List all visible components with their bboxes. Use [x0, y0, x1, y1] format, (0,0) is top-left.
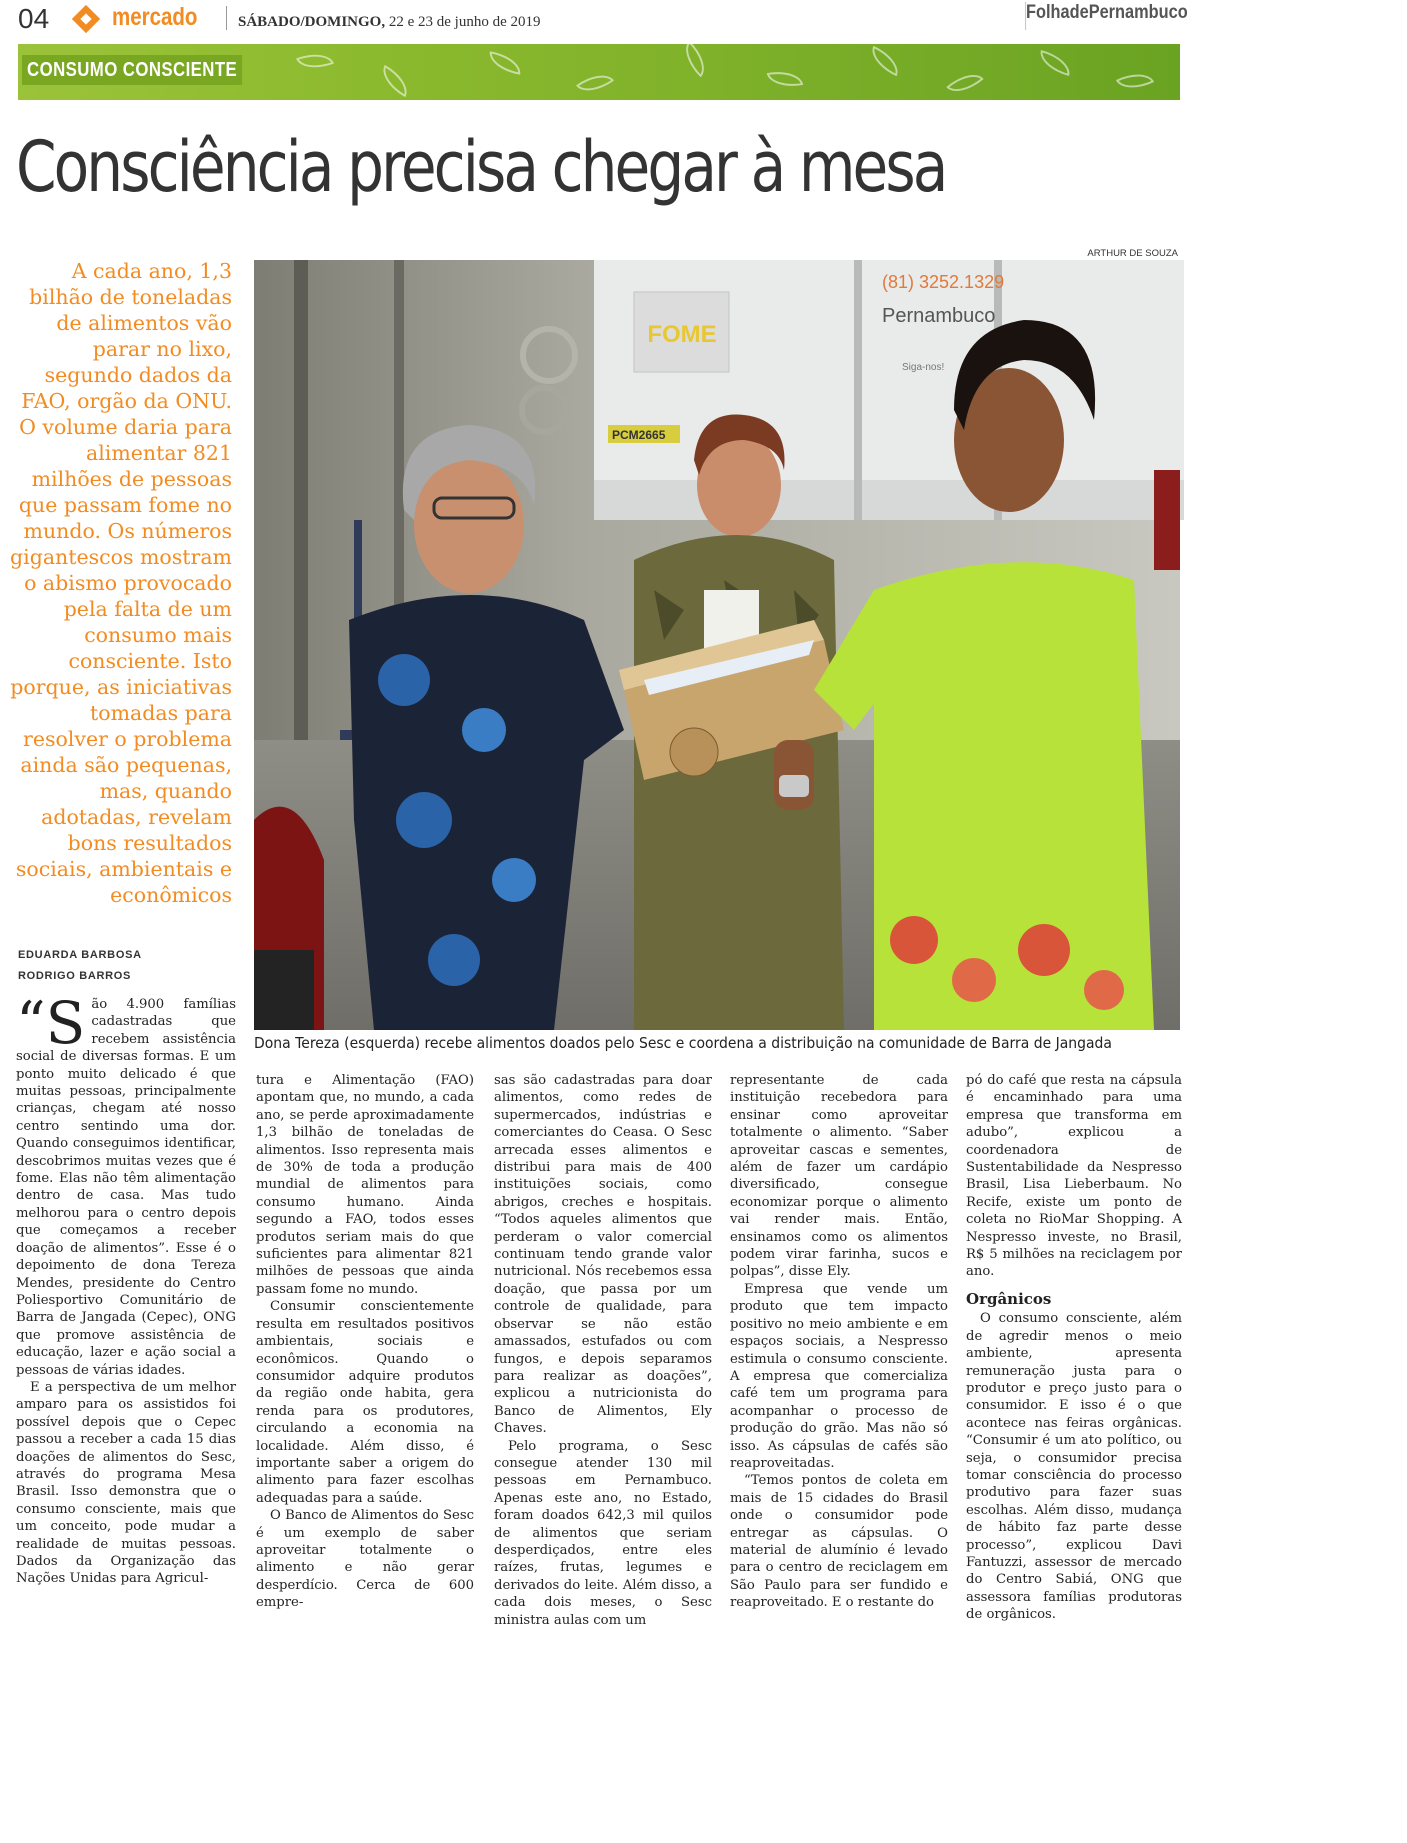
- body-paragraph: E a perspectiva de um melhor amparo para os assistidos foi possível depois que o Cepec passou a receber a cada 15 dias doações de alimentos do Sesc, através do programa Mesa Brasil. Isso demonstra que o consumo consciente, mais que um conceito, pode mudar a realidade de muitas pessoas. Dados da Organização das Nações Unidas para Agricul-: [16, 1379, 236, 1587]
- section-name: mercado: [112, 3, 198, 31]
- truck-plate-text: PCM2665: [612, 428, 666, 442]
- article-photo: [254, 260, 1180, 1030]
- body-paragraph: tura e Alimentação (FAO) apontam que, no mundo, a cada ano, se perde aproximadamente 1,3 bilhão de toneladas de alimentos. Isso representa mais de 30% de toda a produção mundial de alimentos para consumo humano. Ainda segundo a FAO, todos esses produtos seriam mais do que suficientes para alimentar 821 milhões de pessoas que ainda passam fome no mundo.: [256, 1073, 474, 1297]
- author-name: EDUARDA BARBOSA: [18, 949, 142, 961]
- body-column-4: [730, 1072, 948, 1611]
- leaf-icon: [767, 67, 804, 91]
- leaf-icon: [296, 47, 334, 76]
- body-column-5: [966, 1072, 1182, 1623]
- body-paragraph: sas são cadastradas para doar alimentos, como redes de supermercados, indústrias e comerciantes do Ceasa. O Sesc arrecada esses alimentos e distribui para mais de 400 instituições sociais, como abrigos, creches e hospitais. “Todos aqueles alimentos que perderam o valor comercial continuam tendo grande valor nutricional. Nós recebemos essa doação, que passa por um controle de qualidade, para observar se não estão amassados, estufados ou com fungos, e depois separamos para realizar as doações”, explicou a nutricionista do Banco de Alimentos, Ely Chaves.: [494, 1073, 712, 1437]
- body-paragraph: O consumo consciente, além de agredir menos o meio ambiente, apresenta remuneração justa para o produtor e preço justo para o consumidor. E isso é o que acontece nas feiras orgânicas. “Consumir é um ato político, ou seja, o consumidor precisa tomar consciência do processo produtivo para fazer suas escolhas. Além disso, mudança de hábito faz parte desse processo”, explicou Davi Fantuzzi, assessor de mercado do Centro Sabiá, ONG que assessora famílias produtoras de orgânicos.: [966, 1311, 1182, 1623]
- photo-illustration: [254, 260, 1180, 1030]
- edition-date-rest: 22 e 23 de junho de 2019: [385, 14, 541, 30]
- leaf-icon: [677, 41, 714, 78]
- leaf-icon: [866, 46, 904, 77]
- body-column-2: [256, 1072, 474, 1611]
- diamond-icon: [72, 5, 100, 33]
- body-paragraph: O Banco de Alimentos do Sesc é um exemplo de saber aproveitar totalmente o alimento e não gerar desperdício. Cerca de 600 empre-: [256, 1508, 474, 1611]
- section-tag: CONSUMO CONSCIENTE: [22, 55, 242, 85]
- body-column-3: [494, 1072, 712, 1628]
- body-paragraph: ão 4.900 famílias cadastradas que recebem assistência social de diversas formas. E um ponto muito delicado é que muitas pessoas, principalmente crianças, chegam até nosso centro sentindo uma dor. Quando conseguimos identificar, descobrimos muitas vezes que é fome. Elas não têm alimentação dentro de casa. Mas tudo melhorou para o centro depois que começamos a receber doação de alimentos”. Esse é o depoimento de dona Tereza Mendes, presidente do Centro Poliesportivo Comunitário de Barra de Jangada (Cepec), ONG que promove assistência de educação, lazer e ação social a pessoas de várias idades.: [16, 997, 236, 1378]
- newspaper-logo: FolhadePernambuco: [1025, 2, 1180, 30]
- lead-paragraph: A cada ano, 1,3 bilhão de toneladas de alimentos vão parar no lixo, segundo dados da FAO, orgão da ONU. O volume daria para alimentar 821 milhões de pessoas que passam fome no mundo. Os números gigantescos mostram o abismo provocado pela falta de um consumo mais consciente. Isto porque, as iniciativas tomadas para resolver o problema ainda são pequenas, mas, quando adotadas, revelam bons resultados sociais, ambientais e econômicos: [10, 259, 232, 907]
- truck-state-text: Pernambuco: [882, 305, 996, 327]
- page-number: 04: [18, 3, 50, 34]
- leaf-icon: [1036, 50, 1074, 76]
- truck-social-text: Siga-nos!: [902, 362, 945, 373]
- photo-caption: Dona Tereza (esquerda) recebe alimentos doados pelo Sesc e coordena a distribuição na comunidade de Barra de Jangada: [254, 1034, 1112, 1052]
- headline: Consciência precisa chegar à mesa: [16, 126, 946, 208]
- photo-credit: ARTHUR DE SOUZA: [1087, 248, 1178, 259]
- body-paragraph: Pelo programa, o Sesc consegue atender 130 mil pessoas em Pernambuco. Apenas este ano, no Estado, foram doados 642,3 mil quilos de alimentos que seriam desperdiçados, entre eles raízes, frutas, legumes e derivados do leite. Além disso, a cada dois meses, o Sesc ministra aulas com um: [494, 1438, 712, 1628]
- body-paragraph: “Temos pontos de coleta em mais de 15 cidades do Brasil onde o consumidor pode entregar as cápsulas. O material de alumínio é levado para o centro de reciclagem em São Paulo para ser fundido e reaproveitado. E o restante do: [730, 1473, 948, 1611]
- truck-brand-text: FOME: [647, 321, 717, 348]
- subheading: Orgânicos: [966, 1289, 1052, 1308]
- leaf-icon: [487, 51, 524, 75]
- body-paragraph: Empresa que vende um produto que tem impacto positivo no meio ambiente e em espaços sociais, a Nespresso estimula o consumo consciente. A empresa que comercializa café tem um programa para acompanhar o processo de produção do grão. Mas não só isso. As cápsulas de cafés são reaproveitadas.: [730, 1281, 948, 1471]
- body-paragraph: pó do café que resta na cápsula é encaminhado para uma empresa que transforma em adubo”, explicou a coordenadora de Sustentabilidade da Nespresso Brasil, Lisa Lieberbaum. No Recife, existe um ponto de coleta no RioMar Shopping. A Nespresso investe, no Brasil, R$ 5 milhões na reciclagem por ano.: [966, 1073, 1182, 1280]
- page-header: [18, 0, 1188, 38]
- leaf-icon: [1116, 66, 1154, 97]
- body-column-1: [16, 989, 236, 1587]
- author-name: RODRIGO BARROS: [18, 970, 132, 982]
- leaf-icon: [946, 65, 984, 101]
- edition-date-days: SÁBADO/DOMINGO,: [238, 14, 386, 30]
- byline: [18, 945, 142, 987]
- dropcap: “S: [16, 989, 86, 1057]
- edition-date: [238, 14, 540, 31]
- body-paragraph: representante de cada instituição recebedora para ensinar como aproveitar totalmente o alimento. “Saber aproveitar cascas e sementes, além de fazer um cardápio diversificado, consegue economizar porque o alimento vai render mais. Então, ensinamos como os alimentos podem virar farinha, sucos e polpas”, disse Ely.: [730, 1073, 948, 1280]
- leaf-icon: [576, 66, 614, 100]
- body-paragraph: Consumir conscientemente resulta em resultados positivos ambientais, sociais e econômicos. Quando o consumidor adquire produtos da região onde habita, gera renda para os produtores, circulando a economia na localidade. Além disso, é importante saber a origem do alimento para fazer escolhas adequadas para a saúde.: [256, 1299, 474, 1506]
- leaf-icon: [376, 65, 414, 98]
- truck-phone-text: (81) 3252.1329: [882, 272, 1005, 292]
- header-divider: [226, 6, 227, 30]
